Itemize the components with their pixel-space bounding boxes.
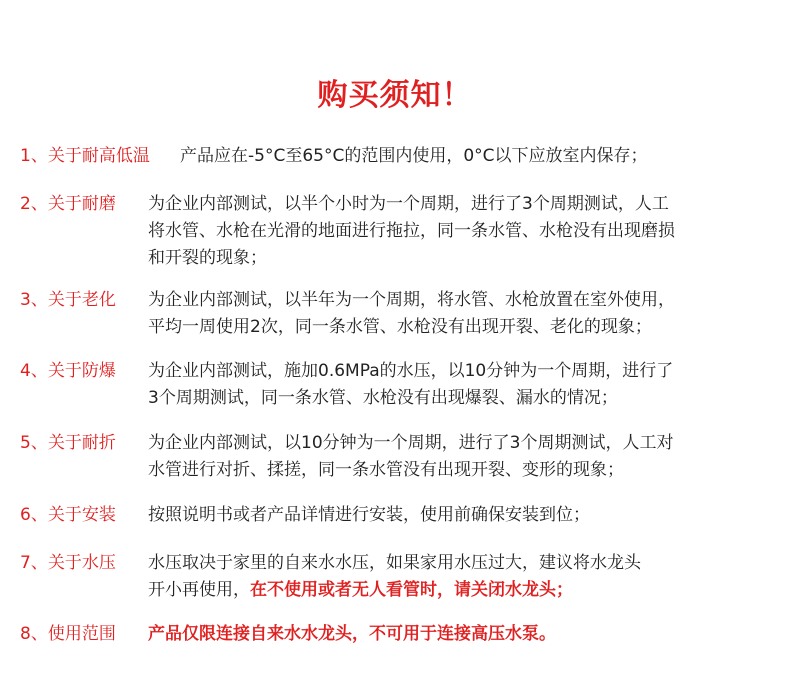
item-label: 1、关于耐高低温 [20, 146, 150, 166]
item-line [148, 577, 641, 604]
item-text [180, 143, 648, 170]
item-line-normal: 开小再使用， [148, 580, 250, 600]
item-line: 和开裂的现象； [148, 248, 267, 268]
item-line: 产品应在-5°C至65°C的范围内使用，0°C以下应放室内保存； [180, 146, 648, 166]
item-label: 8、使用范围 [20, 624, 116, 644]
item-line: 3个周期测试，同一条水管、水枪没有出现爆裂、漏水的情况； [148, 388, 618, 408]
item-line: 按照说明书或者产品详情进行安装，使用前确保安装到位； [148, 505, 590, 525]
item-text [148, 358, 673, 412]
item-line: 为企业内部测试，以半个小时为一个周期，进行了3个周期测试，人工 [148, 194, 669, 214]
item-text [148, 550, 641, 604]
item-line: 平均一周使用2次，同一条水管、水枪没有出现开裂、老化的现象； [148, 317, 652, 337]
notice-title: 购买须知！ [317, 78, 473, 113]
item-label: 3、关于老化 [20, 290, 116, 310]
item-text [148, 191, 675, 272]
item-label: 5、关于耐折 [20, 433, 116, 453]
item-line: 将水管、水枪在光滑的地面进行拖拉，同一条水管、水枪没有出现磨损 [148, 221, 675, 241]
item-line: 水压取决于家里的自来水水压，如果家用水压过大，建议将水龙头 [148, 553, 641, 573]
item-label: 2、关于耐磨 [20, 194, 116, 214]
item-label: 4、关于防爆 [20, 361, 116, 381]
item-text [148, 430, 673, 484]
item-line: 为企业内部测试，以10分钟为一个周期，进行了3个周期测试，人工对 [148, 433, 674, 453]
item-line-warning: 在不使用或者无人看管时，请关闭水龙头； [250, 580, 573, 600]
item-label: 6、关于安装 [20, 505, 116, 525]
item-line: 水管进行对折、揉搓，同一条水管没有出现开裂、变形的现象； [148, 460, 624, 480]
item-line: 为企业内部测试，施加0.6MPa的水压，以10分钟为一个周期，进行了 [148, 361, 674, 381]
item-label: 7、关于水压 [20, 553, 116, 573]
item-text [148, 502, 590, 529]
item-text [148, 287, 675, 341]
item-line: 为企业内部测试，以半年为一个周期，将水管、水枪放置在室外使用， [148, 290, 675, 310]
item-text [148, 621, 556, 648]
item-line-warning: 产品仅限连接自来水水龙头，不可用于连接高压水泵。 [148, 624, 556, 644]
